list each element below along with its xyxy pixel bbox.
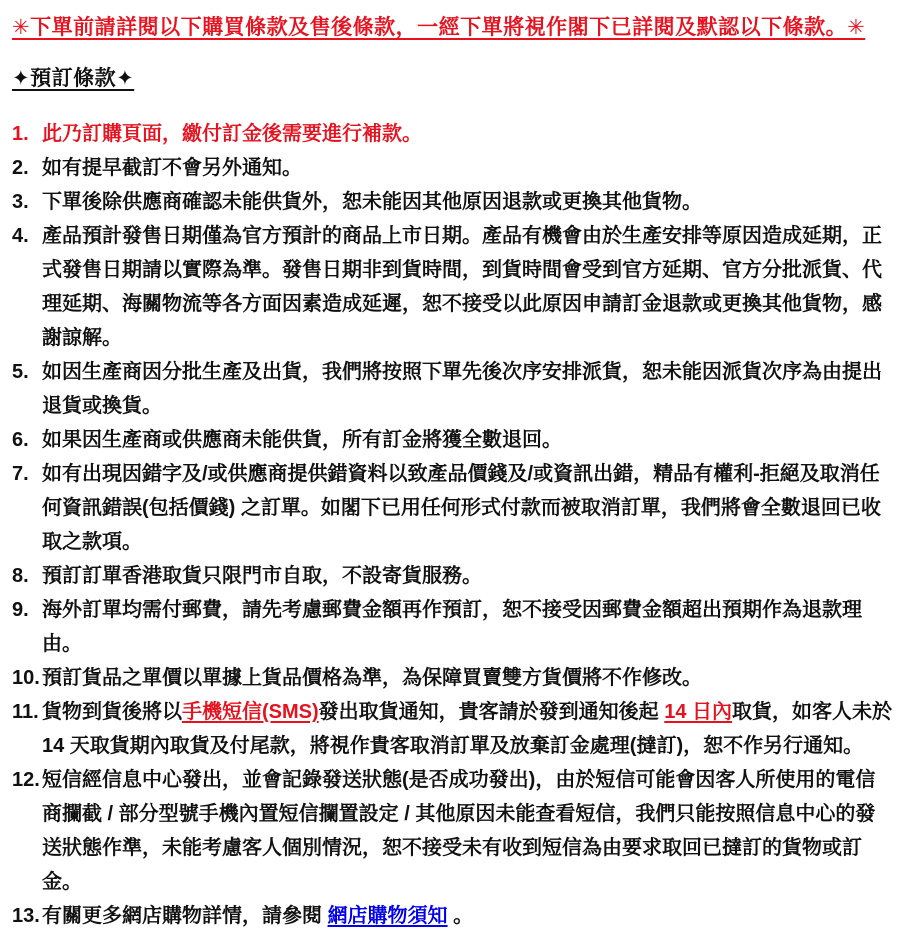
term-item-number: 10. [12, 667, 40, 689]
term-segment: 預訂貨品之單價以單據上貨品價格為準，為保障買賣雙方貨價將不作修改。 [42, 667, 702, 689]
term-item-text [42, 763, 895, 899]
term-item-11 [12, 695, 895, 763]
term-segment: 如有提早截訂不會另外通知。 [42, 157, 302, 179]
term-segment: 取貨，如客人未於 14 天取貨期內取貨及付尾款，將視作貴客取消訂單及放棄訂金處理(撻訂)，恕不作另行通知。 [42, 701, 893, 757]
term-item-2 [12, 151, 895, 185]
term-item-3 [12, 185, 895, 219]
term-item-number: 4. [12, 225, 29, 247]
term-segment: 如因生產商因分批生產及出貨，我們將按照下單先後次序安排派貨，恕未能因派貨次序為由提出退貨或換貨。 [42, 361, 882, 417]
term-item-number: 5. [12, 361, 29, 383]
term-segment: 貨物到貨後將以 [42, 701, 182, 723]
term-item-number: 3. [12, 191, 29, 213]
term-item-number: 7. [12, 463, 29, 485]
term-segment: 有關更多網店購物詳情，請參閱 [42, 905, 328, 927]
term-item-9 [12, 593, 895, 661]
term-item-text [42, 559, 895, 593]
shop-guide-link[interactable]: 網店購物須知 [327, 905, 448, 927]
red-emphasis-text: 手機短信(SMS) [182, 701, 319, 723]
term-item-number: 13. [12, 905, 40, 927]
section-title-preorder-terms: ✦預訂條款✦ [12, 67, 135, 90]
term-item-text [42, 457, 895, 559]
notice-header: ✳下單前請詳閱以下購買條款及售後條款，一經下單將視作閣下已詳閱及默認以下條款。✳ [12, 16, 866, 39]
term-segment: 預訂訂單香港取貨只限門市自取，不設寄貨服務。 [42, 565, 482, 587]
term-item-number: 2. [12, 157, 29, 179]
term-item-5 [12, 355, 895, 423]
terms-list [12, 117, 895, 933]
term-item-text [42, 355, 895, 423]
term-segment: 短信經信息中心發出，並會記錄發送狀態(是否成功發出)，由於短信可能會因客人所使用的電信商攔截 / 部分型號手機內置短信攔置設定 / 其他原因未能查看短信，我們只能按照信息中心的發送狀態作準，未能考慮客人個別情況，恕不接受未有收到短信為由要求取回已撻訂的貨物或訂金。 [42, 769, 876, 893]
red-emphasis-text: 14 日內 [664, 701, 733, 723]
term-segment: 海外訂單均需付郵費，請先考慮郵費金額再作預訂，恕不接受因郵費金額超出預期作為退款理由。 [42, 599, 862, 655]
term-item-13 [12, 899, 895, 933]
term-item-number: 12. [12, 769, 40, 791]
term-item-1 [12, 117, 895, 151]
term-item-number: 11. [12, 701, 39, 723]
term-segment: 此乃訂購頁面，繳付訂金後需要進行補款。 [42, 123, 422, 145]
term-segment: 。 [447, 905, 474, 927]
term-item-text [42, 151, 895, 185]
term-item-text [42, 185, 895, 219]
term-item-text [42, 593, 895, 661]
term-item-10 [12, 661, 895, 695]
term-item-12 [12, 763, 895, 899]
term-segment: 產品預計發售日期僅為官方預計的商品上市日期。產品有機會由於生產安排等原因造成延期，正式發售日期請以實際為準。發售日期非到貨時間，到貨時間會受到官方延期、官方分批派貨、代理延期、海關物流等各方面因素造成延遲，恕不接受以此原因申請訂金退款或更換其他貨物，感謝諒解。 [42, 225, 882, 349]
term-item-text [42, 219, 895, 355]
term-item-number: 1. [12, 123, 29, 145]
term-item-4 [12, 219, 895, 355]
term-item-text [42, 117, 895, 151]
term-item-number: 8. [12, 565, 29, 587]
term-item-text [42, 899, 895, 933]
term-item-text [42, 423, 895, 457]
term-segment: 如有出現因錯字及/或供應商提供錯資料以致產品價錢及/或資訊出錯，精品有權利-拒絕及取消任何資訊錯誤(包括價錢) 之訂單。如閣下已用任何形式付款而被取消訂單，我們將會全數退回已收取之款項。 [42, 463, 881, 553]
term-item-6 [12, 423, 895, 457]
term-item-text [42, 695, 895, 763]
term-item-number: 6. [12, 429, 29, 451]
term-segment: 下單後除供應商確認未能供貨外，恕未能因其他原因退款或更換其他貨物。 [42, 191, 702, 213]
term-segment: 發出取貨通知，貴客請於發到通知後起 [318, 701, 665, 723]
term-item-8 [12, 559, 895, 593]
term-item-number: 9. [12, 599, 29, 621]
term-segment: 如果因生產商或供應商未能供貨，所有訂金將獲全數退回。 [42, 429, 562, 451]
term-item-text [42, 661, 895, 695]
term-item-7 [12, 457, 895, 559]
